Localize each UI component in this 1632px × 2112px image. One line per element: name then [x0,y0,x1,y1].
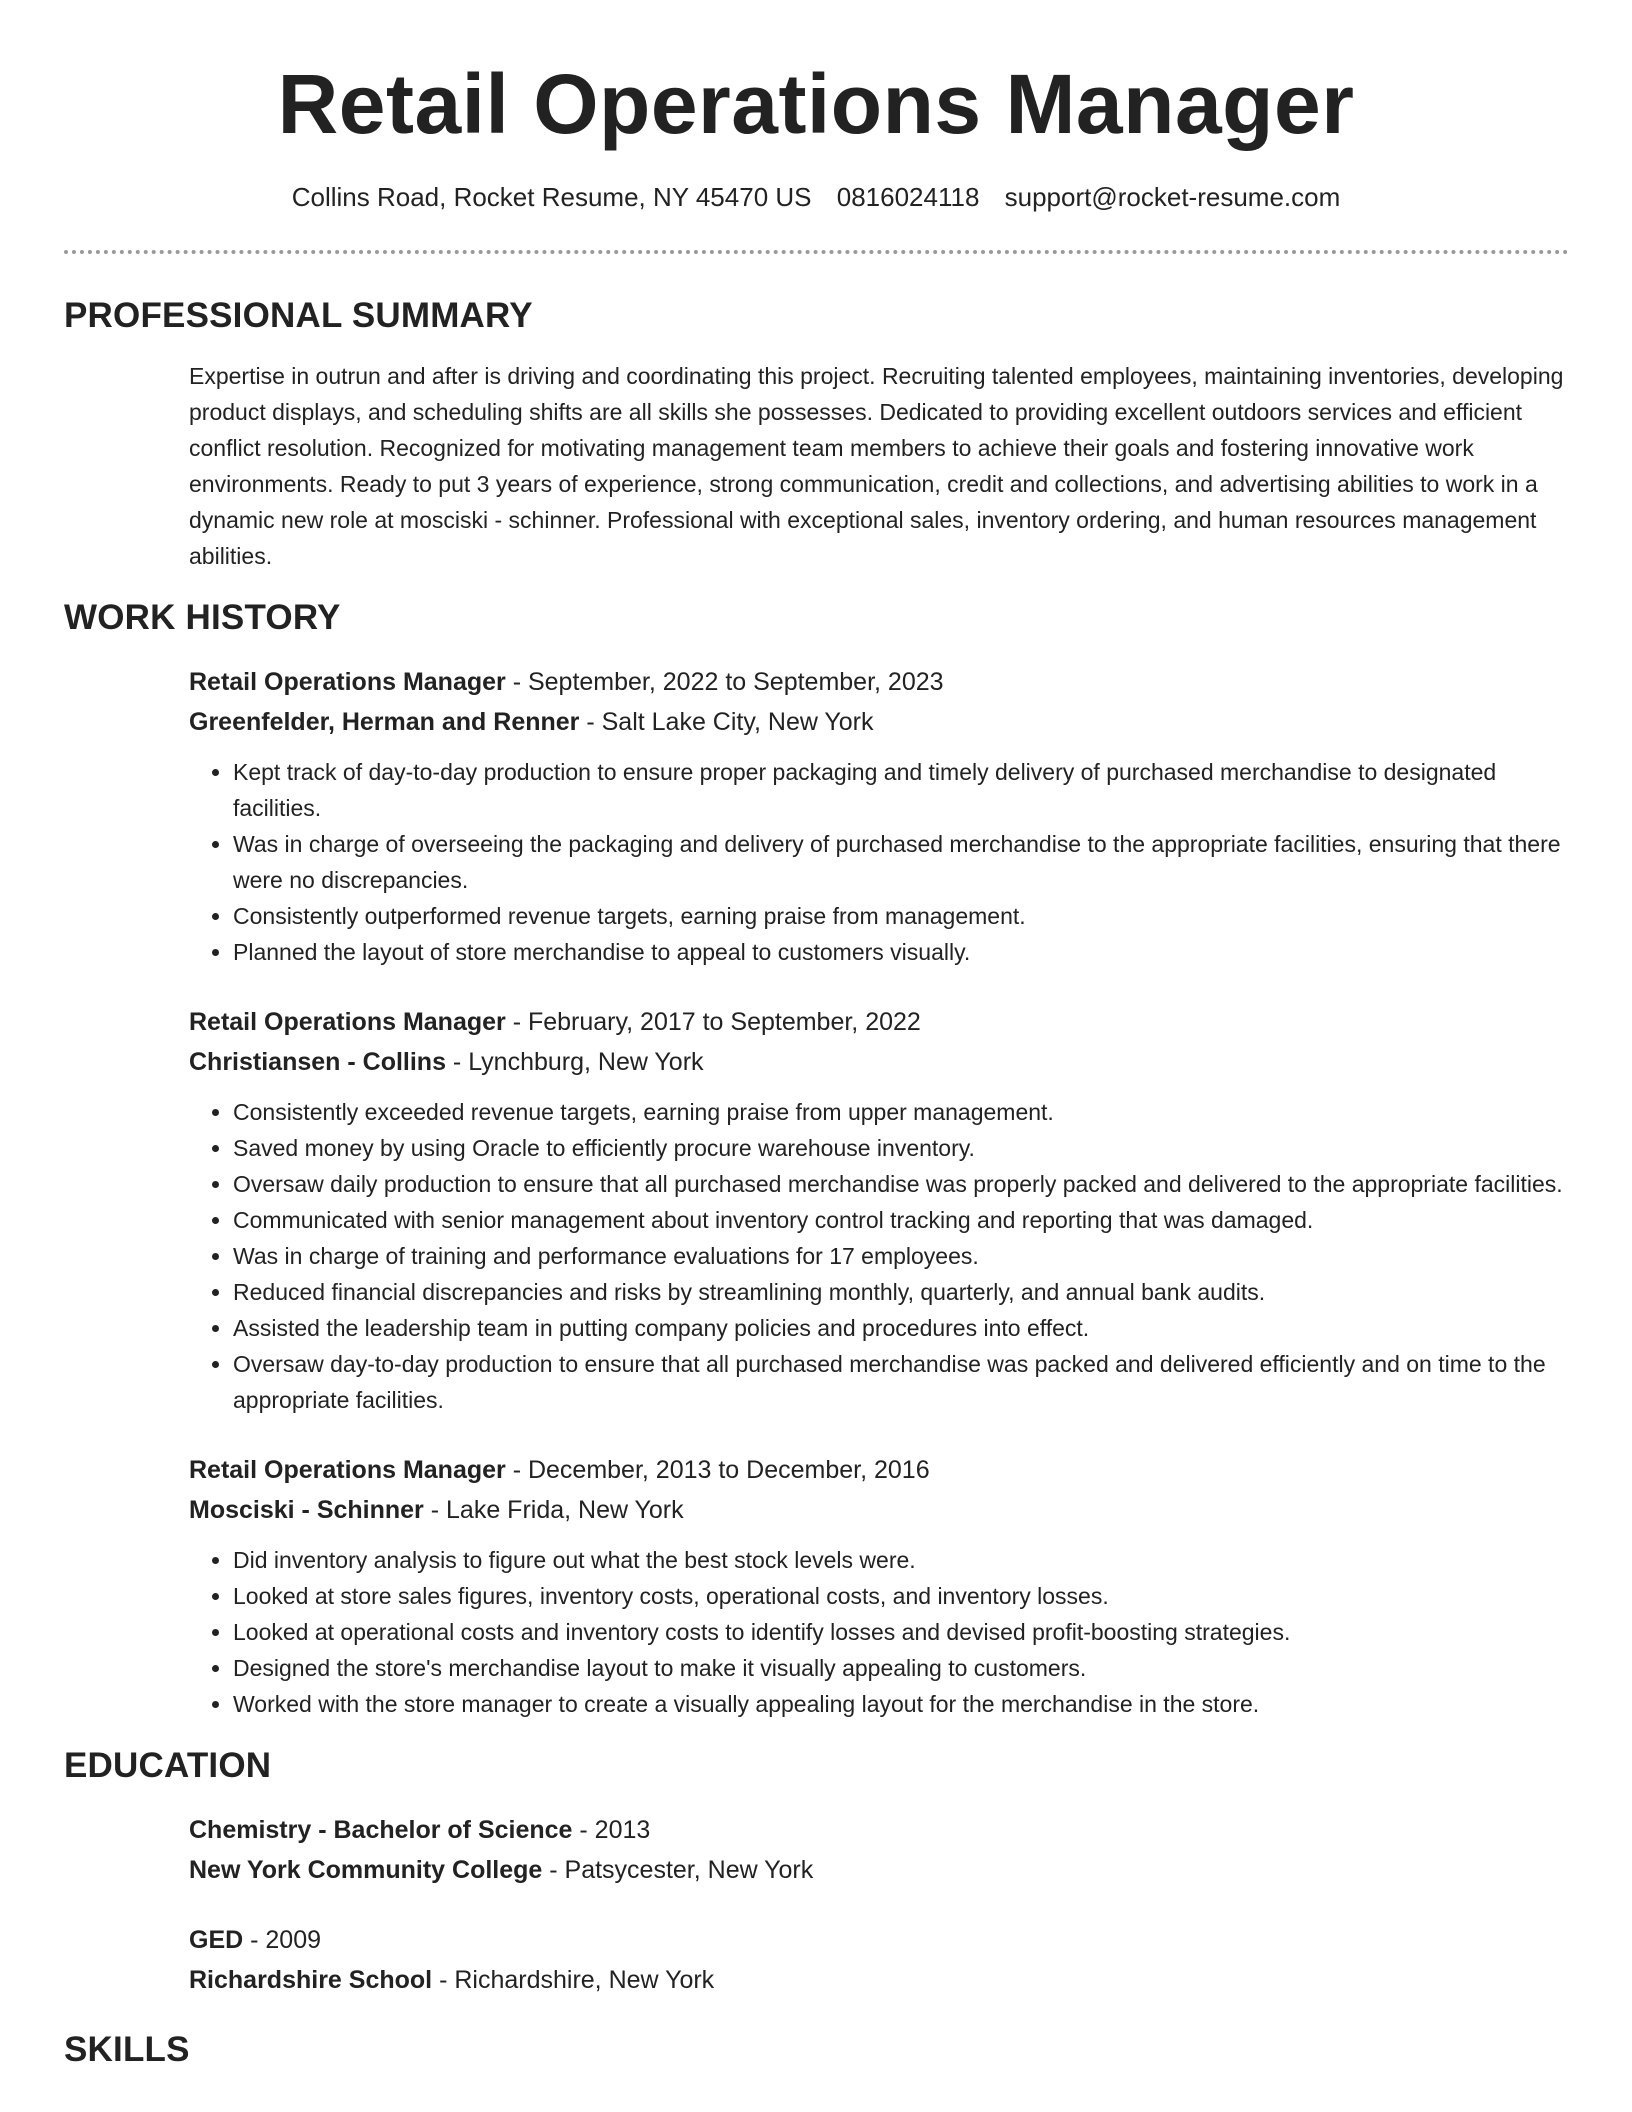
job-bullet: • Planned the layout of store merchandise to appeal to customers visually. [233,934,1569,970]
job-dates: - December, 2013 to December, 2016 [505,1456,930,1484]
job-role-line [189,662,1569,702]
education-school: Richardshire School [189,1966,433,1994]
job-location: - Salt Lake City, New York [579,708,874,736]
job-company-line [189,1490,1569,1530]
job-company: Mosciski - Schinner [189,1496,424,1524]
contact-email: support@rocket-resume.com [1004,182,1341,212]
job-dates: - February, 2017 to September, 2022 [505,1008,921,1036]
job-bullet: • Looked at operational costs and inventory costs to identify losses and devised profit-boosting strategies. [233,1614,1569,1650]
header-divider [64,250,1569,254]
job-company: Greenfelder, Herman and Renner [189,708,580,736]
job-bullet: • Oversaw day-to-day production to ensure that all purchased merchandise was packed and delivered efficiently and on time to the appropriate facilities. [233,1346,1569,1418]
education-entry [189,1810,1569,1890]
education-degree-line [189,1810,1569,1850]
skills-section [0,2026,1632,2074]
contact-phone: 0816024118 [836,182,980,212]
job-location: - Lynchburg, New York [445,1048,704,1076]
skills-title: SKILLS [64,2030,190,2069]
job-bullet: • Worked with the store manager to create a visually appealing layout for the merchandise in the store. [233,1686,1569,1722]
education-degree: Chemistry - Bachelor of Science [189,1816,573,1844]
job-role: Retail Operations Manager [189,668,506,696]
education-year: - 2009 [243,1926,322,1954]
education-degree-line [189,1920,1569,1960]
education-degree: GED [189,1926,244,1954]
job-bullet: • Was in charge of training and performance evaluations for 17 employees. [233,1238,1569,1274]
education-school-line [189,1960,1569,2000]
job-dates: - September, 2022 to September, 2023 [505,668,944,696]
education-entry [189,1920,1569,2000]
job-bullet: • Saved money by using Oracle to efficiently procure warehouse inventory. [233,1130,1569,1166]
resume-content [0,292,1632,2074]
job-bullet: • Assisted the leadership team in putting company policies and procedures into effect. [233,1310,1569,1346]
job-role: Retail Operations Manager [189,1456,506,1484]
contact-address: Collins Road, Rocket Resume, NY 45470 US [291,182,812,212]
job-bullet: • Designed the store's merchandise layout to make it visually appealing to customers. [233,1650,1569,1686]
job-bullet: • Looked at store sales figures, inventory costs, operational costs, and inventory losses. [233,1578,1569,1614]
education-location: - Richardshire, New York [432,1966,715,1994]
job-bullets [189,1542,1569,1722]
job-bullet: • Kept track of day-to-day production to ensure proper packaging and timely delivery of purchased merchandise to designated facilities. [233,754,1569,826]
job-entry [189,662,1569,970]
education-year: - 2013 [572,1816,651,1844]
education-title: EDUCATION [64,1746,272,1785]
job-bullet: • Consistently exceeded revenue targets, earning praise from upper management. [233,1094,1569,1130]
job-bullet: • Reduced financial discrepancies and risks by streamlining monthly, quarterly, and annual bank audits. [233,1274,1569,1310]
job-role-line [189,1450,1569,1490]
education-section [0,1742,1632,2000]
contact-line [0,180,1632,214]
job-bullets [189,1094,1569,1418]
job-bullet: • Communicated with senior management about inventory control tracking and reporting that was damaged. [233,1202,1569,1238]
job-bullet: • Did inventory analysis to figure out what the best stock levels were. [233,1542,1569,1578]
job-company-line [189,1042,1569,1082]
job-bullet: • Oversaw daily production to ensure that all purchased merchandise was properly packed and delivered to the appropriate facilities. [233,1166,1569,1202]
summary-text: Expertise in outrun and after is driving and coordinating this project. Recruiting talented employees, maintaining inventories, developing product displays, and scheduling shifts are all skills she possesses. Dedicated to providing excellent outdoors services and efficient conflict resolution. Recognized for motivating management team members to achieve their goals and fostering innovative work environments. Ready to put 3 years of experience, strong communication, credit and collections, and advertising abilities to work in a dynamic new role at mosciski - schinner. Professional with exceptional sales, inventory ordering, and human resources management abilities. [189,363,1564,569]
job-location: - Lake Frida, New York [423,1496,684,1524]
resume-header [0,0,1632,214]
summary-title: PROFESSIONAL SUMMARY [64,296,533,335]
education-school: New York Community College [189,1856,543,1884]
job-bullet: • Was in charge of overseeing the packaging and delivery of purchased merchandise to the appropriate facilities, ensuring that there were no discrepancies. [233,826,1569,898]
job-bullets [189,754,1569,970]
job-company-line [189,702,1569,742]
job-role: Retail Operations Manager [189,1008,506,1036]
job-role-line [189,1002,1569,1042]
resume-name: Retail Operations Manager [277,57,1355,151]
job-bullet: • Consistently outperformed revenue targets, earning praise from management. [233,898,1569,934]
work-history-section [0,594,1632,1722]
education-location: - Patsycester, New York [542,1856,814,1884]
job-company: Christiansen - Collins [189,1048,446,1076]
summary-section [0,292,1632,574]
education-school-line [189,1850,1569,1890]
job-entry [189,1450,1569,1722]
work-history-title: WORK HISTORY [64,598,341,637]
job-entry [189,1002,1569,1418]
